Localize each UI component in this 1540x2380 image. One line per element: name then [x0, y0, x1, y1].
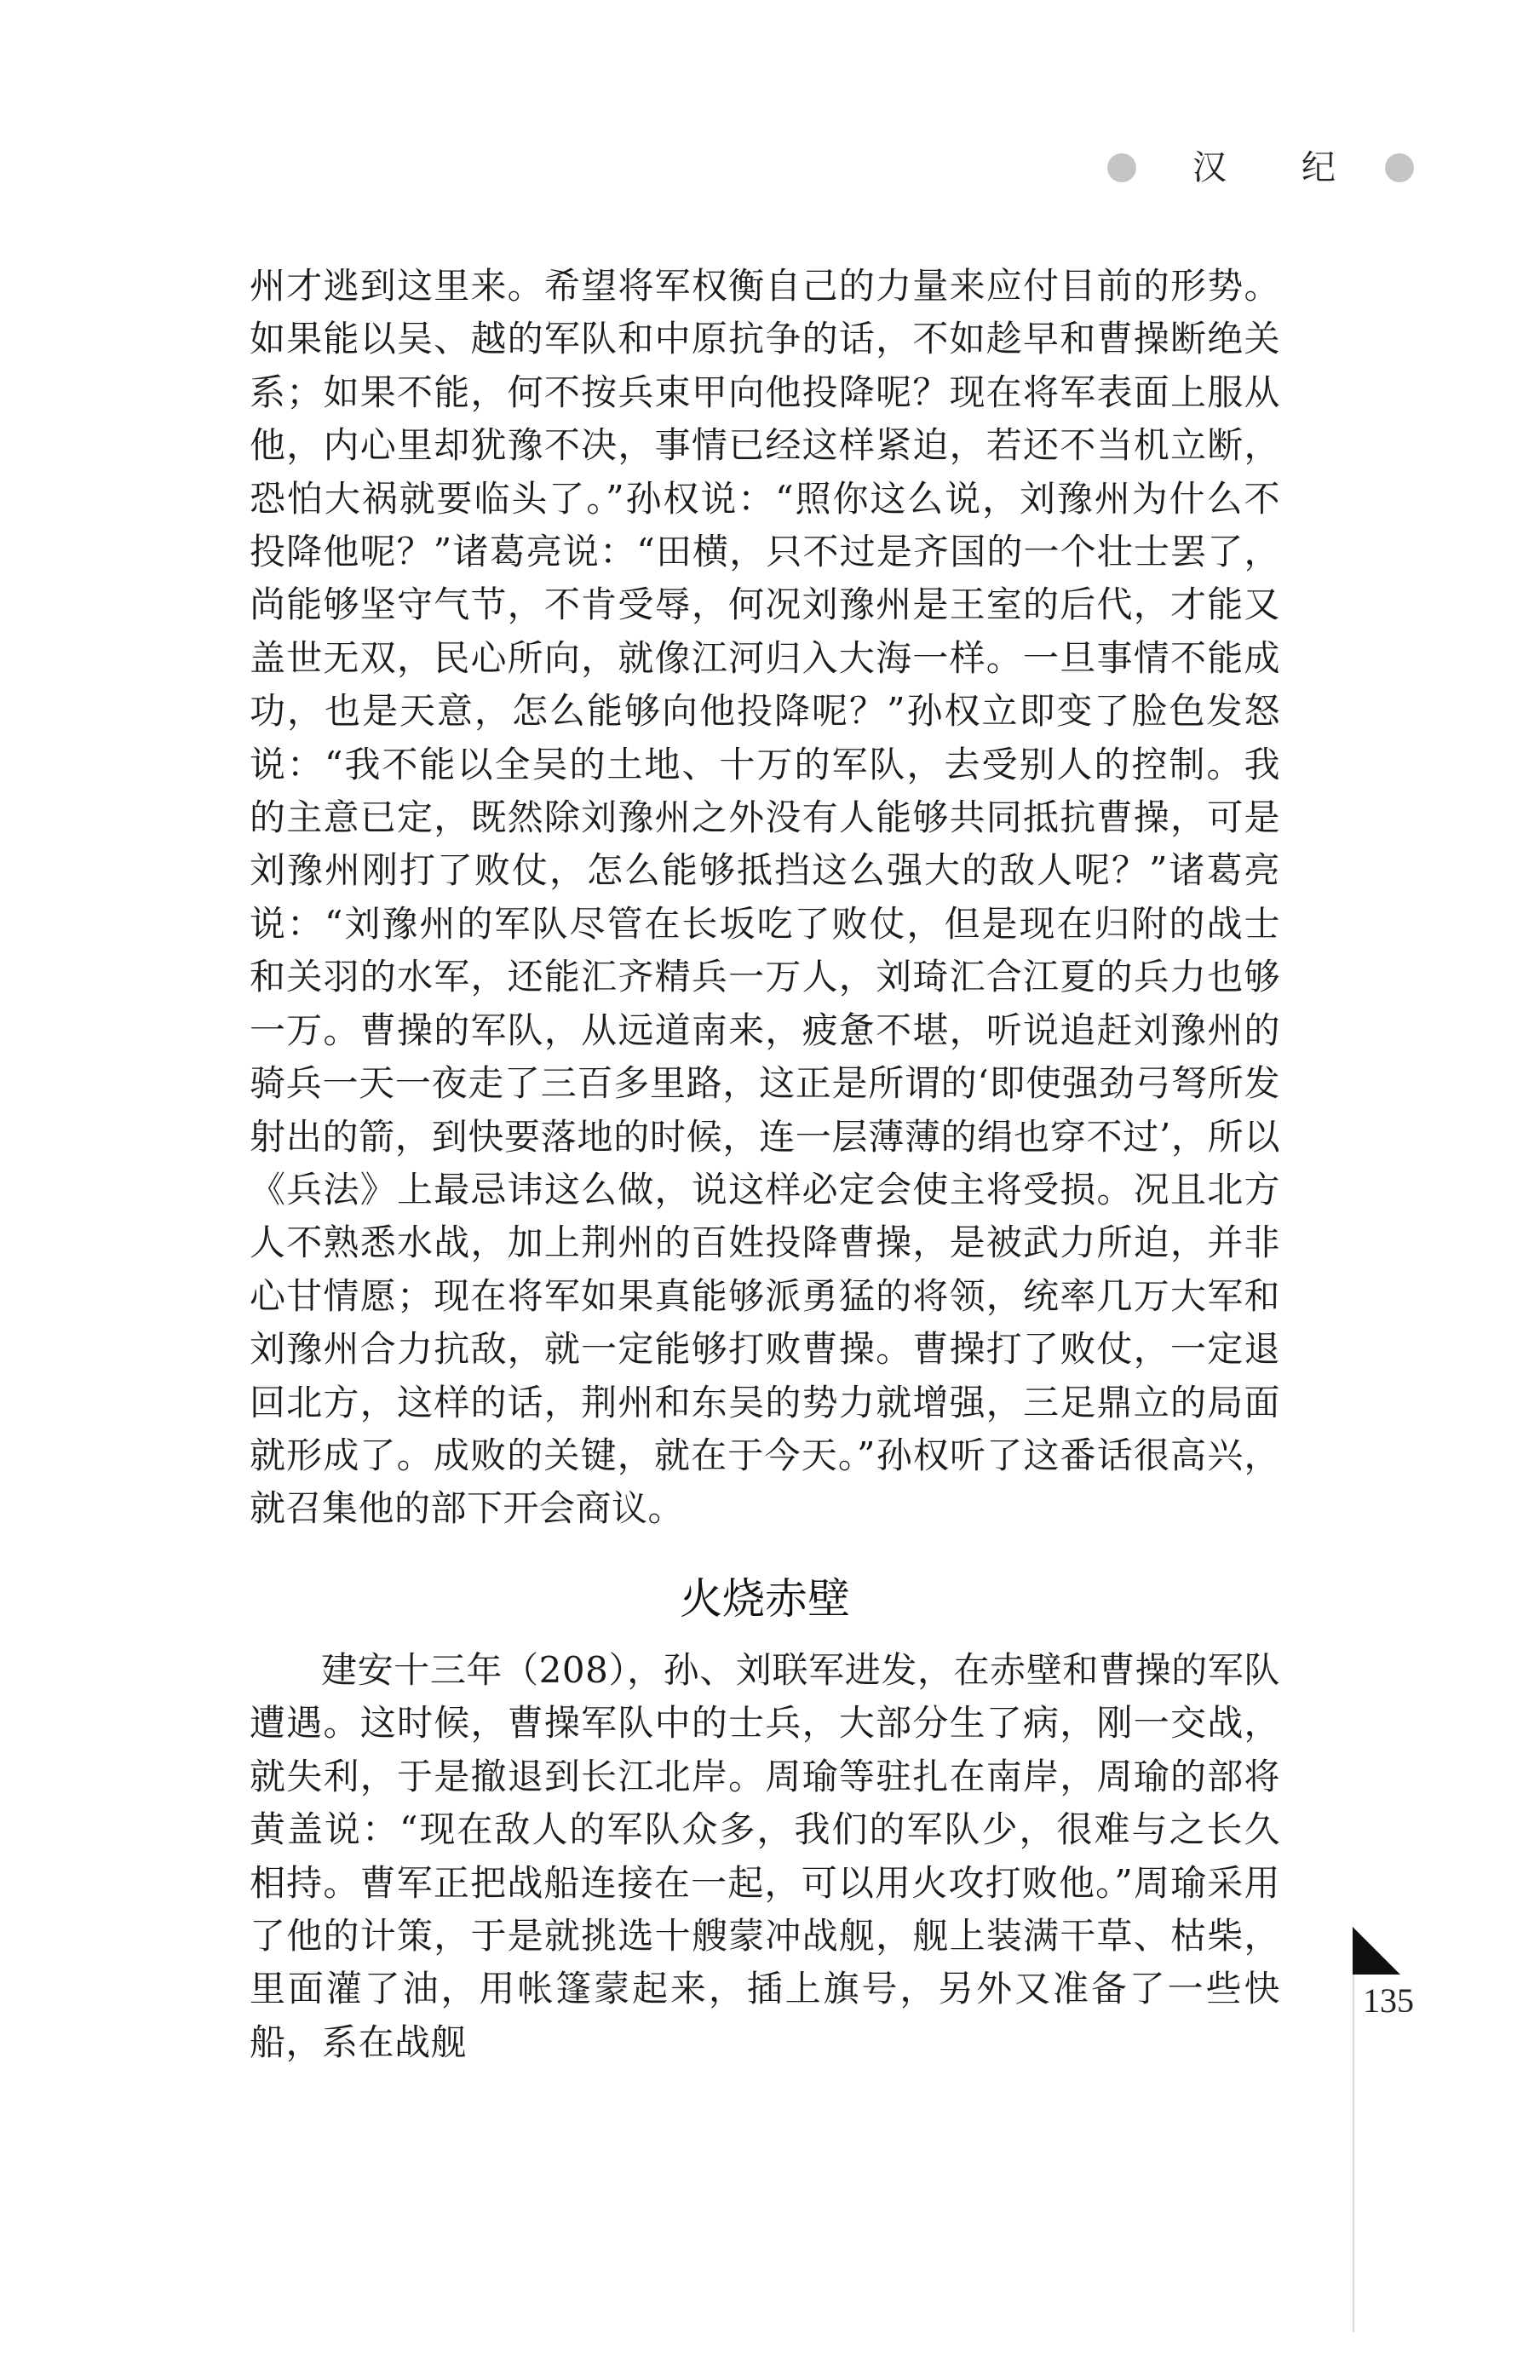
header-title-char-1: 汉 — [1192, 148, 1227, 187]
page-number: 135 — [1363, 1981, 1414, 2020]
section-text-block — [250, 1644, 1280, 2069]
margin-rule — [1353, 1975, 1354, 2332]
running-header — [1107, 147, 1422, 189]
header-title-char-2: 纪 — [1302, 148, 1336, 187]
paragraph-continued: 州才逃到这里来。希望将军权衡自己的力量来应付目前的形势。如果能以吴、越的军队和中原抗争的话，不如趁早和曹操断绝关系；如果不能，何不按兵束甲向他投降呢？现在将军表面上服从他，内心里却犹豫不决，事情已经这样紧迫，若还不当机立断，恐怕大祸就要临头了。”孙权说：“照你这么说，刘豫州为什么不投降他呢？”诸葛亮说：“田横，只不过是齐国的一个壮士罢了，尚能够坚守气节，不肯受辱，何况刘豫州是王室的后代，才能又盖世无双，民心所向，就像江河归入大海一样。一旦事情不能成功，也是天意，怎么能够向他投降呢？”孙权立即变了脸色发怒说：“我不能以全吴的土地、十万的军队，去受别人的控制。我的主意已定，既然除刘豫州之外没有人能够共同抵抗曹操，可是刘豫州刚打了败仗，怎么能够抵挡这么强大的敌人呢？”诸葛亮说：“刘豫州的军队尽管在长坂吃了败仗，但是现在归附的战士和关羽的水军，还能汇齐精兵一万人，刘琦汇合江夏的兵力也够一万。曹操的军队，从远道南来，疲惫不堪，听说追赶刘豫州的骑兵一天一夜走了三百多里路，这正是所谓的‘即使强劲弓弩所发射出的箭，到快要落地的时候，连一层薄薄的绢也穿不过’，所以《兵法》上最忌讳这么做，说这样必定会使主将受损。况且北方人不熟悉水战，加上荆州的百姓投降曹操，是被武力所迫，并非心甘情愿；现在将军如果真能够派勇猛的将领，统率几万大军和刘豫州合力抗敌，就一定能够打败曹操。曹操打了败仗，一定退回北方，这样的话，荆州和东吴的势力就增强，三足鼎立的局面就形成了。成败的关键，就在于今天。”孙权听了这番话很高兴，就召集他的部下开会商议。 — [250, 265, 1280, 1530]
section-paragraph: 建安十三年（208），孙、刘联军进发，在赤壁和曹操的军队遭遇。这时候，曹操军队中的士兵，大部分生了病，刚一交战，就失利，于是撤退到长江北岸。周瑜等驻扎在南岸，周瑜的部将黄盖说：“现在敌人的军队众多，我们的军队少，很难与之长久相持。曹军正把战船连接在一起，可以用火攻打败他。”周瑜采用了他的计策，于是就挑选十艘蒙冲战舰，舰上装满干草、枯柴，里面灌了油，用帐篷蒙起来，插上旗号，另外又准备了一些快船，系在战舰 — [250, 1649, 1280, 2063]
main-text-block — [250, 260, 1280, 1536]
header-right-dot-ornament — [1385, 153, 1414, 182]
page-corner-triangle-marker — [1353, 1927, 1400, 1975]
section-title: 火烧赤壁 — [680, 1573, 850, 1624]
header-left-dot-ornament — [1107, 153, 1136, 182]
